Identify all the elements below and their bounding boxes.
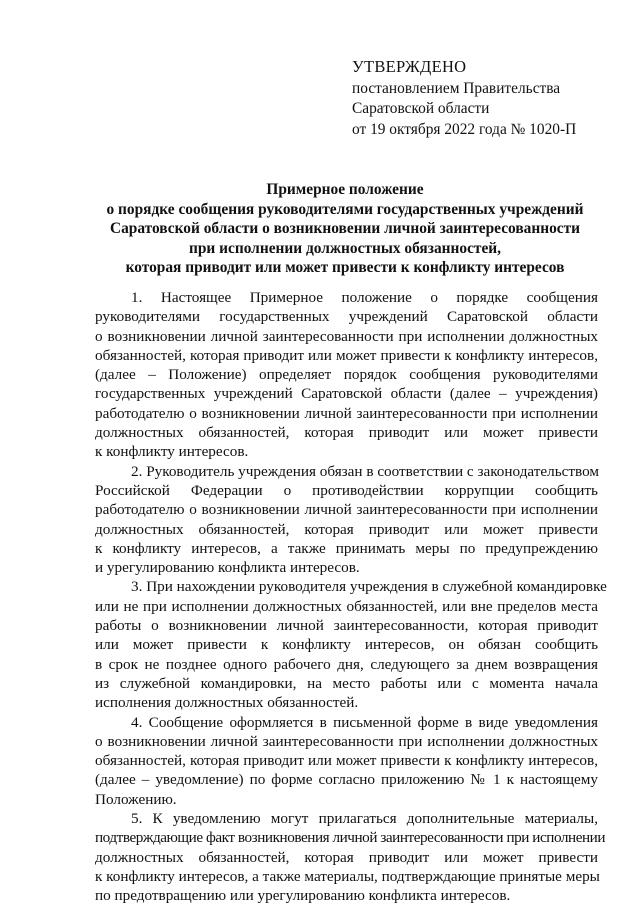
title-line: о порядке сообщения руководителями государственных учреждений (106, 200, 584, 218)
paragraph-2 (95, 462, 598, 578)
paragraph-line: работодателю о возникновении личной заинтересованности при исполнении (95, 404, 598, 422)
paragraph-line: 4. Сообщение оформляется в письменной форме в виде уведомления (131, 713, 598, 731)
title-line: Примерное положение (266, 181, 424, 198)
paragraph-line: к конфликту интересов. (95, 443, 249, 461)
paragraph-line: 1. Настоящее Примерное положение о порядке сообщения (131, 289, 598, 306)
approval-line: от 19 октября 2022 года № 1020-П (352, 120, 577, 138)
paragraph-line: к конфликту интересов, а также материалы, подтверждающие принятые меры (95, 867, 600, 885)
paragraph-line: или не при исполнении должностных обязанностей, или вне пределов места (95, 597, 598, 615)
approval-line: постановлением Правительства (352, 79, 561, 97)
paragraph-line: руководителями государственных учреждений Саратовской области (95, 308, 598, 326)
paragraph-5 (95, 809, 606, 905)
paragraph-line: Положению. (95, 790, 177, 808)
paragraph-line: обязанностей, которая приводит или может привести к конфликту интересов, (95, 752, 598, 770)
paragraph-line: из служебной командировки, на место работы или с момента начала (95, 674, 598, 692)
paragraph-4 (95, 713, 598, 809)
title-line: Саратовской области о возникновении личной заинтересованности (109, 220, 581, 237)
paragraph-line: и урегулированию конфликта интересов. (95, 559, 360, 577)
approval-line: Саратовской области (352, 100, 490, 117)
paragraph-line: о возникновении личной заинтересованности при исполнении должностных (95, 732, 598, 750)
paragraph-line: 5. К уведомлению могут прилагаться дополнительные материалы, (131, 810, 598, 828)
paragraph-line: о возникновении личной заинтересованности при исполнении должностных (95, 327, 598, 345)
paragraph-line: должностных обязанностей, которая приводит или может привести (95, 520, 598, 538)
paragraph-line: должностных обязанностей, которая приводит или может привести (95, 848, 598, 866)
paragraph-line: работы о возникновении личной заинтересованности, которая приводит (95, 617, 598, 635)
paragraph-1 (95, 288, 598, 462)
paragraph-line: Российской Федерации о противодействии коррупции сообщить (95, 481, 598, 499)
paragraph-line: 2. Руководитель учреждения обязан в соответствии с законодательством (131, 462, 600, 480)
paragraph-line: (далее – уведомление) по форме согласно приложению № 1 к настоящему (95, 771, 598, 789)
title-line: при исполнении должностных обязанностей, (188, 239, 502, 257)
paragraph-line: государственных учреждений Саратовской области (далее – учреждения) (95, 385, 598, 403)
paragraph-line: исполнения должностных обязанностей. (95, 694, 359, 712)
title-line: которая приводит или может привести к конфликту интересов (125, 259, 565, 276)
document-title (90, 180, 600, 278)
paragraph-line: должностных обязанностей, которая приводит или может привести (95, 424, 598, 442)
paragraph-line: работодателю о возникновении личной заинтересованности при исполнении (95, 501, 598, 519)
paragraph-line: к конфликту интересов, а также принимать меры по предупреждению (95, 539, 598, 557)
paragraph-line: 3. При нахождении руководителя учреждения в служебной командировке (131, 578, 607, 596)
paragraph-line: (далее – Положение) определяет порядок сообщения руководителями (95, 366, 598, 384)
paragraph-line: или может привести к конфликту интересов, он обязан сообщить (95, 636, 598, 654)
paragraph-line: по предотвращению или урегулированию конфликта интересов. (95, 887, 511, 905)
paragraph-line: в срок не позднее одного рабочего дня, следующего за днем возвращения (95, 655, 598, 673)
approval-heading: УТВЕРЖДЕНО (352, 57, 467, 76)
paragraph-line: обязанностей, которая приводит или может привести к конфликту интересов, (95, 346, 598, 364)
paragraph-line: подтверждающие факт возникновения личной заинтересованности при исполнении (95, 829, 606, 847)
document-body (95, 288, 607, 906)
approval-block (352, 57, 612, 140)
paragraph-3 (95, 577, 607, 712)
